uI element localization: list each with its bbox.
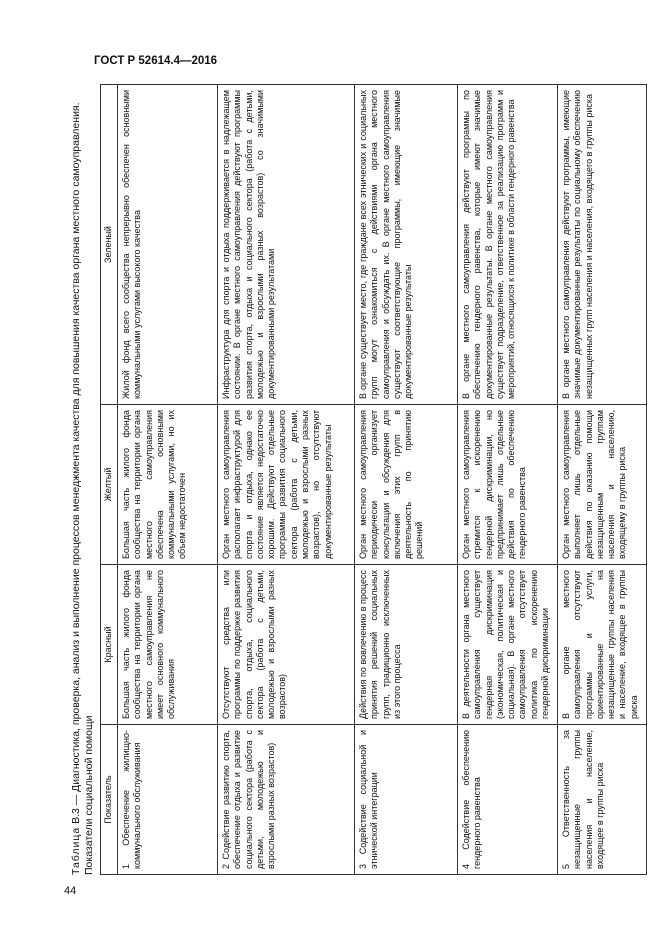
red-cell: Большая часть жилого фонда сообщества на территории органа местного самоуправления не имеет основного коммунального обслуживания: [118, 565, 218, 725]
red-cell: В деятельности органа местного самоуправления существует гендерная дискриминация (экономическая, политическая и социальная). В органе местного самоуправления отсутствует политика по искоренению гендерной дискриминации: [458, 565, 558, 725]
green-cell: Инфраструктура для спорта и отдыха поддерживается в надлежащем состоянии. В органе местного самоуправления действуют программы развития спорта, отдыха и социального сектора (работа с детьми, молодежью и взрослыми разных возрастов) со значимыми документированными результатами: [218, 85, 355, 405]
rotated-table-block: [70, 85, 639, 875]
page-header: ГОСТ Р 52614.4—2016: [94, 55, 218, 67]
table-row: [458, 85, 558, 875]
yellow-cell: Орган местного самоуправления выполняет лишь отдельные действия по оказанию помощи незащищенным группам населения и населению, входящему в группы риска: [558, 405, 647, 565]
table-caption-text: В.3 — Диагностика, проверка, анализ и выполнение процессов менеджмента качества для повышения качества органа местного самоуправления. Показатели социальной помощи: [70, 102, 95, 875]
table-row: [558, 85, 647, 875]
indicator-cell: 5 Ответственность за незащищенные группы населения и население, входящее в группы риска: [558, 725, 647, 875]
indicator-cell: 3 Содействие социальной и этнической интеграции: [355, 725, 458, 875]
header-red: Красный: [101, 565, 118, 725]
page-number: 44: [64, 885, 77, 897]
red-cell: В органе местного самоуправления отсутствуют программы и услуги, ориентированные на незащищенные группы населения и население, входящее в группы риска: [558, 565, 647, 725]
table-caption-label: Таблица: [70, 826, 82, 875]
yellow-cell: Большая часть жилого фонда сообщества на территории органа местного самоуправления обеспечена основными коммунальными услугами, но их объем недостаточен: [118, 405, 218, 565]
table-row: [355, 85, 458, 875]
green-cell: В органе местного самоуправления действуют программы по обеспечению гендерного равенства, которые имеют значимые документированные результаты. В органе местного самоуправления существует подразделение, ответственное за реализацию программ и мероприятий, относящихся к политике в области гендерного равенства: [458, 85, 558, 405]
green-cell: В органе существует место, где граждане всех этнических и социальных групп могут ознакомиться с действиями органа местного самоуправления и обсуждать их. В органе местного самоуправления существуют соответствующие программы, имеющие значимые документированные результаты: [355, 85, 458, 405]
red-cell: Отсутствуют средства или программы по поддержке развития спорта, отдыха, социального сектора (работа с детьми, молодежью и взрослыми разных возрастов): [218, 565, 355, 725]
indicators-table: [100, 84, 647, 875]
table-row: [218, 85, 355, 875]
table-caption: [70, 85, 96, 875]
yellow-cell: Орган местного самоуправления периодически организует консультации и обсуждения для включения этих групп в деятельность по принятию решений: [355, 405, 458, 565]
table-header-row: [101, 85, 118, 875]
yellow-cell: Орган местного самоуправления стремится к искоренению гендерной дискриминации, но предпринимает лишь отдельные действия по обеспечению гендерного равенства: [458, 405, 558, 565]
indicator-cell: 2 Содействие развитию спорта, обеспечение отдыха и развитие социального сектора (работа с детьми, молодежью и взрослыми разных возрастов): [218, 725, 355, 875]
indicator-cell: 4 Содействие обеспечению гендерного равенства: [458, 725, 558, 875]
green-cell: В органе местного самоуправления действуют программы, имеющие значимые документированные результаты по социальному обеспечению незащищенных групп населения и населения, входящего в группы риска: [558, 85, 647, 405]
green-cell: Жилой фонд всего сообщества непрерывно обеспечен основными коммунальными услугами высокого качества: [118, 85, 218, 405]
indicator-cell: 1 Обеспечение жилищно-коммунального обслуживания: [118, 725, 218, 875]
red-cell: Действия по вовлечению в процесс принятия решений социальных групп, традиционно исключенных из этого процесса: [355, 565, 458, 725]
header-yellow: Желтый: [101, 405, 118, 565]
header-indicator: Показатель: [101, 725, 118, 875]
header-green: Зеленый: [101, 85, 118, 405]
yellow-cell: Орган местного самоуправления располагает инфраструктурой для спорта и отдыха, однако ее состояние является недостаточно хорошим. Действуют отдельные программы развития социального сектора (работа с детьми, молодежью и взрослыми разных возрастов), но отсутствуют документированные результаты: [218, 405, 355, 565]
table-row: [118, 85, 218, 875]
